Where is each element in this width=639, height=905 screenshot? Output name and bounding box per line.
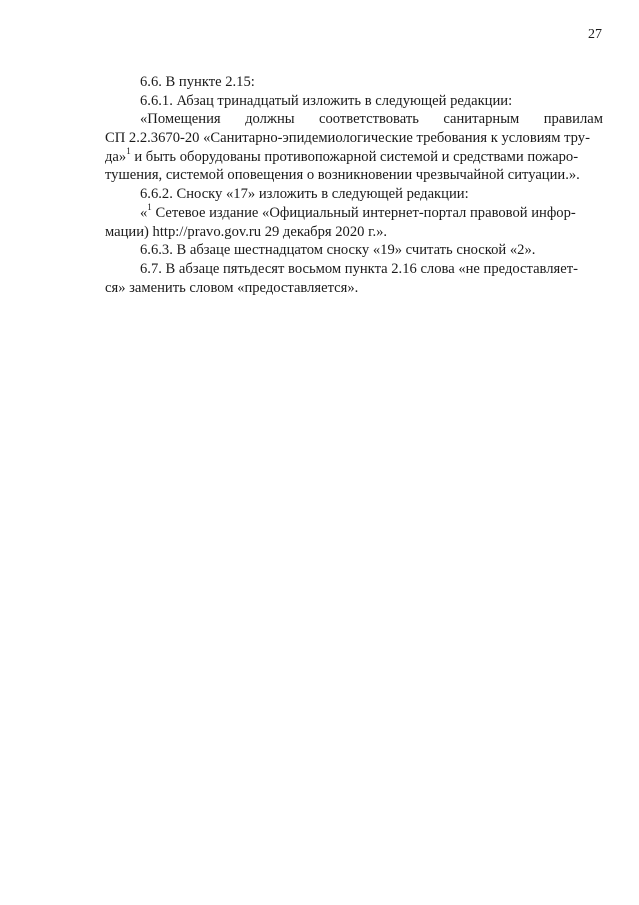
- paragraph-6-6-3: 6.6.3. В абзаце шестнадцатом сноску «19» считать сноской «2».: [140, 242, 536, 259]
- word: должны: [245, 111, 295, 128]
- footnote-text: Сетевое издание «Официальный интернет-портал правовой инфор-: [151, 204, 576, 221]
- word: санитарным: [443, 111, 520, 128]
- paragraph-6-7-line-1: 6.7. В абзаце пятьдесят восьмом пункта 2.16 слова «не предоставляет-: [140, 260, 578, 277]
- word: правилам: [543, 111, 603, 128]
- paragraph-quote-line-4: тушения, системой оповещения о возникновении чрезвычайной ситуации.».: [105, 167, 580, 184]
- footnote-text-line-1: [105, 201, 603, 223]
- text-before-footnote: да»: [105, 148, 127, 165]
- paragraph-6-6-1: 6.6.1. Абзац тринадцатый изложить в следующей редакции:: [140, 92, 513, 109]
- document-body: [105, 73, 603, 297]
- open-quote: «: [140, 204, 148, 221]
- footnote-text-line-2: мации) http://pravo.gov.ru 29 декабря 2020 г.».: [105, 223, 388, 240]
- footnote-marker: 1: [147, 201, 152, 212]
- footnote-marker: 1: [126, 145, 131, 156]
- paragraph-quote-line-1: [105, 110, 603, 129]
- word: соответствовать: [319, 111, 419, 128]
- paragraph-quote-line-2: СП 2.2.3670-20 «Санитарно-эпидемиологические требования к условиям тру-: [105, 130, 590, 147]
- paragraph-quote-line-3: [105, 145, 603, 167]
- paragraph-6-7-line-2: ся» заменить словом «предоставляется».: [105, 279, 359, 296]
- paragraph-6-6-2: 6.6.2. Сноску «17» изложить в следующей редакции:: [140, 186, 469, 203]
- text-after-footnote: и быть оборудованы противопожарной системой и средствами пожаро-: [130, 148, 579, 165]
- page-number: 27: [588, 27, 602, 42]
- paragraph-6-6: 6.6. В пункте 2.15:: [140, 74, 255, 90]
- word: «Помещения: [140, 111, 221, 128]
